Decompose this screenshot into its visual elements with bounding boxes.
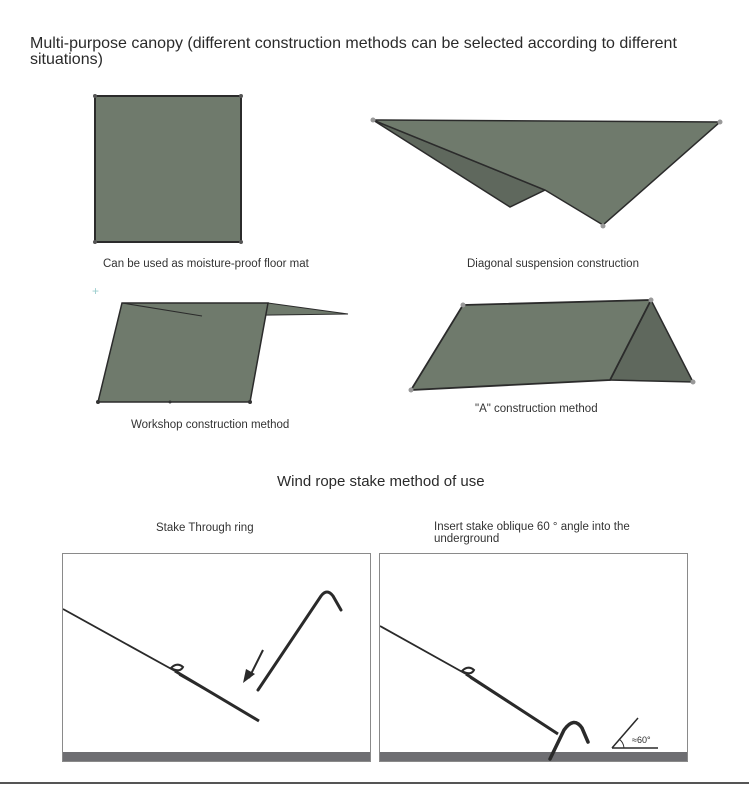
caption-a-frame: "A" construction method <box>475 403 598 415</box>
diagonal-suspension-illustration <box>365 110 735 240</box>
svg-text:+: + <box>92 284 100 298</box>
stake-hook <box>258 592 341 690</box>
workshop-illustration <box>90 285 360 410</box>
caption-diagonal: Diagonal suspension construction <box>467 258 639 270</box>
a-frame-illustration <box>405 292 705 402</box>
bottom-border <box>0 782 749 784</box>
caption-floor-mat: Can be used as moisture-proof floor mat <box>103 258 309 270</box>
page-title: Multi-purpose canopy (different construction methods can be selected according to different situations) <box>30 35 677 68</box>
wind-rope <box>380 626 466 674</box>
wind-rope <box>63 609 175 671</box>
canopy-square <box>95 96 241 242</box>
caption-stake-oblique: Insert stake oblique 60 ° angle into the underground <box>434 521 630 545</box>
canopy-top <box>373 120 720 225</box>
caption-workshop: Workshop construction method <box>131 419 290 431</box>
stake-section-title: Wind rope stake method of use <box>277 473 485 490</box>
stake-oblique-panel <box>379 553 688 762</box>
rope-ring <box>171 665 183 671</box>
rope-ring <box>462 668 474 674</box>
floor-mat-illustration <box>90 90 250 250</box>
stake-ring-panel <box>62 553 371 762</box>
canopy-wall <box>98 303 268 402</box>
caption-stake-ring: Stake Through ring <box>156 522 254 534</box>
angle-label: ≈60° <box>632 735 651 745</box>
